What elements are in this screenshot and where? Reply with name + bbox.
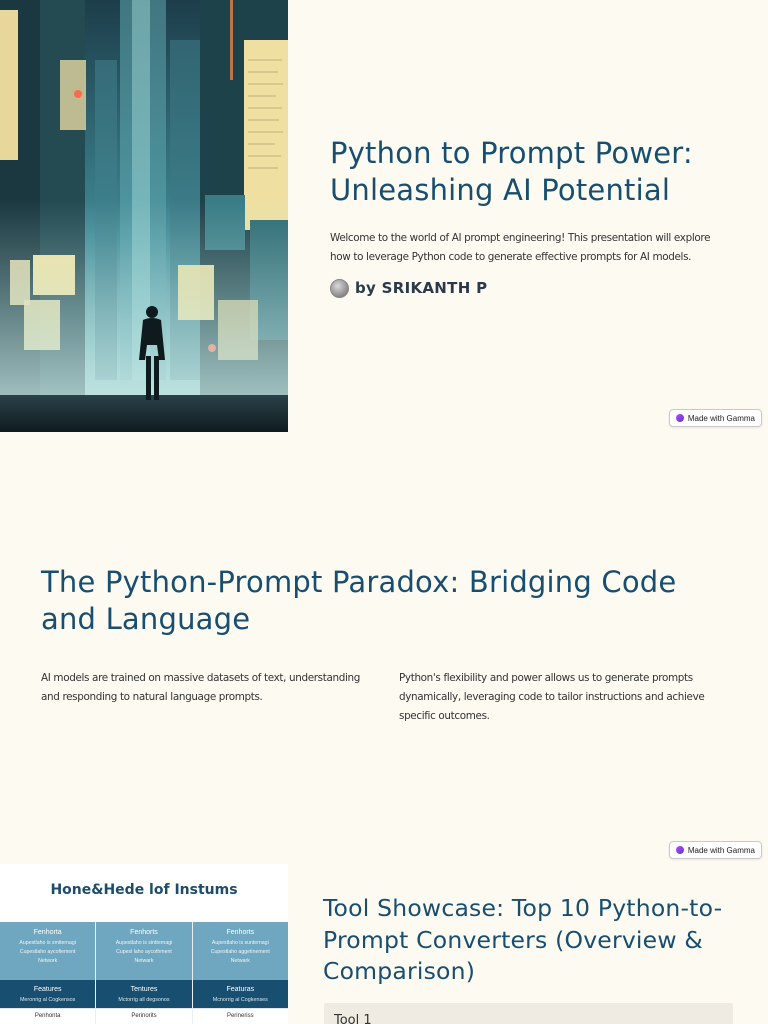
badge-label: Made with Gamma	[687, 845, 755, 855]
gamma-logo-icon	[676, 414, 684, 422]
table-row	[0, 980, 288, 1008]
table-row	[0, 922, 288, 980]
intro-text: Welcome to the world of AI prompt engineering! This presentation will explore how to leverage Python code to generate effective prompts for AI models.	[330, 232, 711, 263]
slide-tool-showcase-heading: Tool Showcase: Top 10 Python-to-Prompt Converters (Overview & Comparison)	[323, 894, 723, 985]
comparison-table-image	[0, 864, 288, 1024]
slide-paradox	[0, 432, 768, 864]
table-cell: Perinorits	[96, 1008, 192, 1024]
author-name: by SRIKANTH P	[355, 279, 488, 297]
badge-label: Made with Gamma	[687, 413, 755, 423]
table-cell: Featuras Mcnorrig al Cogkenses	[193, 980, 288, 1008]
paradox-column-left: AI models are trained on massive datasets of text, understanding and responding to natural language prompts.	[41, 672, 360, 703]
slide-title-heading: Python to Prompt Power: Unleashing AI Potential	[330, 136, 693, 207]
table-cell: Penhonta	[0, 1008, 96, 1024]
table-image-title: Hone&Hede lof Instums	[50, 882, 238, 898]
tool-card	[324, 1003, 733, 1024]
cyberpunk-city-image	[0, 0, 288, 432]
slide-paradox-heading: The Python-Prompt Paradox: Bridging Code and Language	[41, 565, 677, 636]
slide-title	[0, 0, 768, 432]
table-cell: Features Meronrig al Cogkensos	[0, 980, 96, 1008]
author-line	[330, 277, 487, 299]
made-with-gamma-badge[interactable]	[669, 409, 762, 427]
table-cell: Perineriss	[193, 1008, 288, 1024]
slide-tool-showcase	[0, 864, 768, 1024]
table-image-grid	[0, 922, 288, 1024]
gamma-logo-icon	[676, 846, 684, 854]
made-with-gamma-badge[interactable]	[669, 841, 762, 859]
avatar	[330, 279, 349, 298]
table-row	[0, 1008, 288, 1024]
table-cell: Fenhorts Aupestlaho is sunternagi Cupestlaho aggetinement Netwark	[193, 922, 288, 980]
paradox-column-right: Python's flexibility and power allows us to generate prompts dynamically, leveraging code to tailor instructions and achieve specific outcomes.	[399, 672, 705, 722]
table-cell: Fenhorts Aupestlaho is sintternagi Cupesl laho aycothment Netwark	[96, 922, 192, 980]
table-cell: Tentures Mctorrig all degsonos	[96, 980, 192, 1008]
table-cell: Fenhorta Aupestlaho is smiternagi Cupestlaho aycofiement Network	[0, 922, 96, 980]
tool-card-label: Tool 1	[334, 1013, 372, 1024]
